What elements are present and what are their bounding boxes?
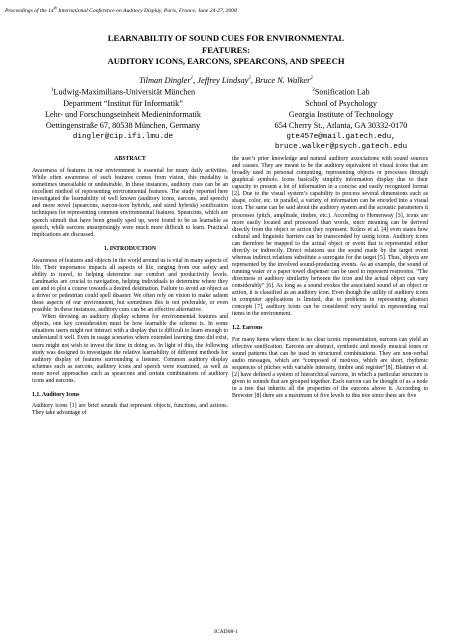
- author-3: , Bruce N. Walker: [250, 75, 311, 85]
- earcons-paragraph: For many items where there is no clear iconic representation, earcons can yield an effective sonification. Earcons are abstract, synthetic and mostly musical tones or sound patterns that can be used in structured combinations. They are non-verbal audio messages, which are “composed of motives, which are short, rhythmic sequences of pitches with variable intensity, timbre and register”[8]. Blattner et al. [2] have defined a system of hierarchical earcons, in which a particular structure is given to sounds that are grouped together. Each earcon can be thought of as a node in a tree that inherits all the properties of the earcons above it. According to Brewster [8] there are a maximum of five levels to this tree since there are five: [232, 336, 428, 399]
- right-column: [232, 156, 428, 400]
- affiliation-right: [236, 85, 446, 152]
- paper-title-line-2: FEATURES:: [201, 45, 251, 55]
- paper-title-line-1: LEARNABILTIY OF SOUND CUES FOR ENVIRONMENTAL: [107, 33, 345, 43]
- affiliation-left-email: dingler@cip.ifi.lmu.de: [72, 132, 174, 141]
- affiliation-right-line-2: School of Psychology: [305, 98, 377, 108]
- affiliation-right-line-1: Sonification Lab: [314, 87, 370, 97]
- author-2: , Jeffrey Lindsay: [193, 75, 249, 85]
- affiliation-right-line-4: 654 Cherry St., Atlanta, GA 30332-0170: [274, 121, 408, 131]
- auditory-icons-paragraph: Auditory icons [1] are brief sounds that represent objects, functions, and actions. They take advantage of: [32, 402, 228, 416]
- earcons-heading: 1.2. Earcons: [232, 325, 263, 332]
- introduction-paragraph-1: Awareness of features and objects in the world around us is vital in many aspects of life. Their importance impacts all aspects of life, ranging from our safety and ability to travel, to helping determine our comfort and productivity levels. Landmarks are crucial to navigation, helping individuals to determine where they are and to plot a course towards a desired destination. Failure to avoid an object as a driver or pedestrian could spell disaster. We often rely on vision to make salient these aspects of our environment, but sometimes this is not preferable, or even possible. In these instances, auditory cues can be an effective alternative.: [32, 257, 228, 314]
- abstract-text: Awareness of features in our environment is essential for many daily activities. While often awareness of such features comes from vision, this modality is sometimes unavailable or undesirable. In these instances, auditory cues can be an excellent method of representing environmental features. The study reported here investigated the learnability of well known (auditory icons, earcons, and speech) and more novel (spearcons, earcon-icon hybrids, and sized hybrids) sonification techniques for representing common environmental features. Spearcons, which are speech stimuli that have been greatly sped up, were found to be as learnable as speech, while earcons unsurprisingly were much more difficult to learn. Practical implications are discussed.: [32, 168, 228, 238]
- affiliation-left-line-2: Department “Institut für Informatik”: [63, 98, 183, 108]
- author-1: Tilman Dingler: [139, 75, 191, 85]
- auditory-icons-continued: the user’s prior knowledge and natural auditory associations with sound sources and causes. They are meant to be the auditory equivalent of visual icons that are broadly used in personal computing, representing objects or processes through graphical symbols. Icons basically simplify information display due to their capacity to present a lot of information in a concise and easily recognized format [2]. Due to the visual system’s capability to process several dimensions such as shape, color, etc. in parallel, a variety of information can be encoded into a visual icon. The same can be said about the auditory system and the acoustic parameters it processes (pitch, amplitude, timbre, etc.). According to Hemenway [3], icons are more easily located and processed than words, since meaning can be derived directly from the object or action they represent. Kolers et al. [4] even states how cultural and linguistic barriers can be transcended by using icons. Auditory icons can therefore be mapped to the actual object or event that is represented either directly or indirectly. Direct relations use the sound made by the target event whereas indirect relations substitute a surrogate for the target [5]. Thus, objects are represented by the involved sound-producing events. As an example, the sound of running water or a paper towel dispenser can be used to represent restrooms. “The directness or auditory similarity between the icon and the actual object can vary considerably” [6]. As long as a sound evokes the associated sound of an object or action, it is classified as an auditory icon. Even though the utility of auditory icons in computer applications is limited, due to problems in representing abstract concepts [7], auditory icons can be considered very useful in representing real items in the environment.: [232, 156, 428, 318]
- author-1-sup: 1: [190, 76, 194, 81]
- paper-title-line-3: AUDITORY ICONS, EARCONS, SPEARCONS, AND SPEECH: [107, 56, 345, 66]
- affiliation-left-sup: 1: [50, 88, 54, 93]
- affiliation-right-line-3: Georgia Institute of Technology: [288, 110, 394, 120]
- affiliation-left: [18, 85, 228, 142]
- left-column: [32, 156, 228, 417]
- affiliation-left-line-4: Oettingenstraße 67, 80538 München, Germany: [45, 121, 201, 131]
- abstract-heading: ABSTRACT: [114, 156, 146, 162]
- running-head: [5, 4, 237, 15]
- introduction-heading: 1. INTRODUCTION: [103, 245, 157, 252]
- affiliation-left-line-3: Lehr- und Forschungseinheit Medieninformatik: [44, 110, 202, 120]
- running-head-prefix: Proceedings of the 14: [5, 7, 54, 14]
- affiliation-right-sup: 2: [312, 88, 315, 93]
- auditory-icons-heading: 1.1. Auditory Icons: [32, 391, 80, 398]
- running-head-sup: th: [53, 5, 57, 10]
- affiliation-left-line-1: Ludwig-Maximilians-Universität München: [53, 87, 196, 97]
- author-2-sup: 2: [248, 76, 251, 81]
- affiliation-right-email-2: bruce.walker@psych.gatech.edu: [274, 142, 408, 151]
- running-head-suffix: International Conference on Auditory Display, Paris, France, June 24-27, 2008: [56, 7, 237, 14]
- page-footer: ICAD08-1: [214, 629, 238, 635]
- author-3-sup: 2: [310, 76, 313, 81]
- introduction-paragraph-2: When devising an auditory display scheme for environmental features and objects, one key consideration must be how learnable the scheme is. In some situations users might not interact with a display that is difficult to learn enough to understand it well. Even in usage scenarios where extended learning time did exist, users might not wish to invest the time in doing so. In light of this, the following study was designed to investigate the relative learnability of different methods for auditory display of features surrounding a listener. Common auditory display schemes such as earcons, auditory icons and speech were examined, as well as more novel approaches such as spearcons and certain combinations of auditory icons and earcons.: [32, 314, 228, 384]
- affiliation-right-email-1: gte457e@mail.gatech.edu,: [286, 132, 396, 141]
